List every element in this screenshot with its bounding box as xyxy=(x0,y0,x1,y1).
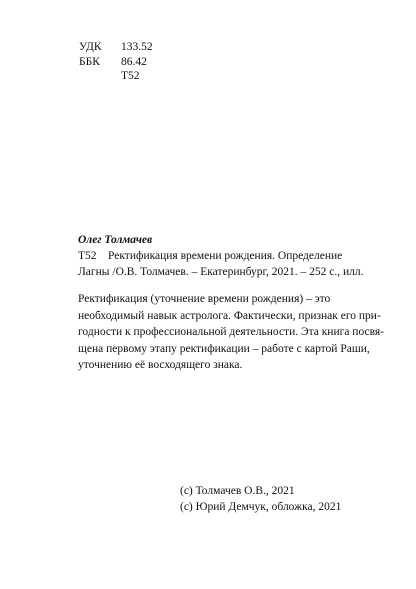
classification-row-author-mark xyxy=(79,69,153,84)
annotation-line: щена первому этапу ректификации – работе с картой Раши, xyxy=(78,342,370,355)
classification-row-bbk xyxy=(79,55,153,70)
classification-value: 133.52 xyxy=(121,41,153,53)
annotation-paragraph xyxy=(78,291,385,374)
copyright-block xyxy=(180,483,341,515)
classification-value: Т52 xyxy=(121,70,140,82)
bibliographic-line: Лагны /О.В. Толмачев. – Екатеринбург, 2021. – 252 с., илл. xyxy=(78,266,364,278)
annotation-line: необходимый навык астролога. Фактически, признак его при- xyxy=(78,309,381,322)
classification-key xyxy=(79,69,121,84)
annotation-line: Ректификация (уточнение времени рождения) – это xyxy=(78,293,331,305)
classification-key: УДК xyxy=(79,41,102,53)
annotation-line: уточнению её восходящего знака. xyxy=(78,359,243,371)
author-name: Олег Толмачев xyxy=(78,234,153,246)
bibliographic-record xyxy=(78,232,364,280)
classification-key: ББК xyxy=(79,55,100,68)
copyright-author: (с) Толмачев О.В., 2021 xyxy=(180,485,295,497)
classification-value: 86.42 xyxy=(121,55,147,68)
bibliographic-line: Т52 Ректификация времени рождения. Определение xyxy=(78,250,343,262)
classification-block xyxy=(79,40,153,84)
classification-row-udk xyxy=(79,40,153,55)
copyright-cover: (с) Юрий Демчук, обложка, 2021 xyxy=(180,501,342,513)
annotation-line: годности к профессиональной деятельности. Эта книга посвя- xyxy=(78,326,385,338)
